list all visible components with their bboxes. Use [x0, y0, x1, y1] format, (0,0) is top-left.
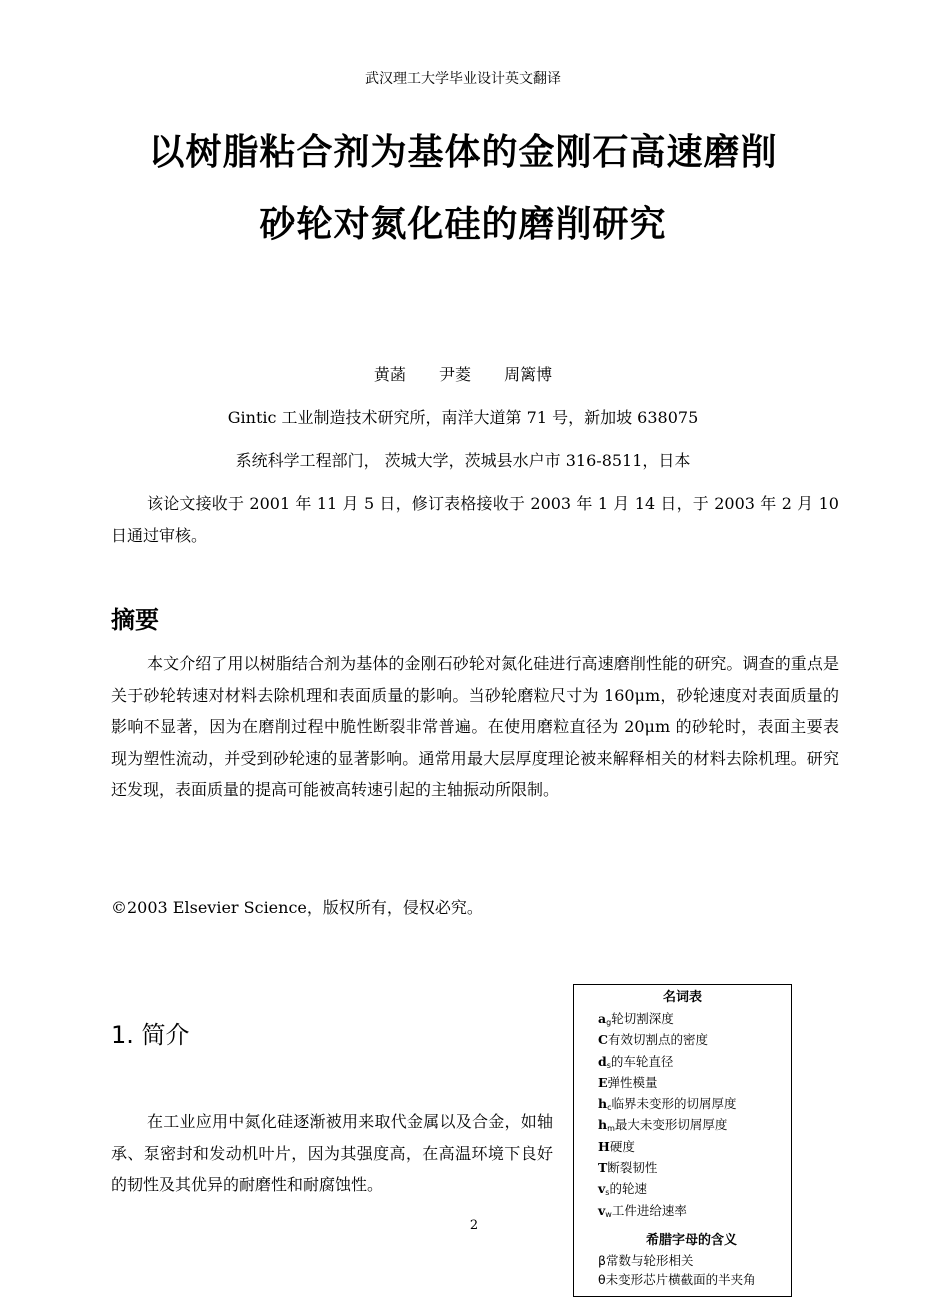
received-dates: 该论文接收于 2001 年 11 月 5 日，修订表格接收于 2003 年 1 月 14 日，于 2003 年 2 月 10 日通过审核。 [111, 494, 839, 545]
intro-heading: 1. 简介 [111, 1021, 190, 1049]
nomenclature-item: vs的轮速 [598, 1181, 647, 1198]
affiliation-2: 系统科学工程部门， 茨城大学，茨城县水户市 316-8511，日本 [235, 451, 691, 470]
nomenclature-item: H硬度 [598, 1138, 635, 1154]
copyright-notice: ©2003 Elsevier Science，版权所有，侵权必究。 [111, 898, 483, 917]
nomenclature-item: T断裂韧性 [598, 1160, 658, 1176]
affiliation-1: Gintic 工业制造技术研究所，南洋大道第 71 号，新加坡 638075 [227, 408, 699, 427]
greek-item: β常数与轮形相关 [598, 1252, 694, 1268]
greek-letters-title: 希腊字母的含义 [645, 1232, 737, 1248]
nomenclature-box [573, 984, 792, 1297]
author-1: 黄菡 [373, 365, 406, 384]
nomenclature-item: hc临界未变形的切屑厚度 [598, 1096, 737, 1113]
greek-item: θ未变形芯片横截面的半夹角 [598, 1271, 756, 1287]
author-3: 周篱博 [504, 365, 553, 384]
author-2: 尹菱 [438, 365, 471, 384]
intro-text: 在工业应用中氮化硅逐渐被用来取代金属以及合金，如轴承、泵密封和发动机叶片，因为其强度高，在高温环境下良好的韧性及其优异的耐磨性和耐腐蚀性。 [111, 1112, 553, 1194]
nomenclature-item: hm最大未变形切屑厚度 [598, 1117, 728, 1134]
nomenclature-item: ds的车轮直径 [598, 1053, 674, 1070]
abstract-heading: 摘要 [111, 606, 159, 634]
nomenclature-item: vw工件进给速率 [598, 1202, 687, 1219]
running-header: 武汉理工大学毕业设计英文翻译 [365, 71, 561, 87]
page-number: 2 [469, 1218, 479, 1233]
abstract-text: 本文介绍了用以树脂结合剂为基体的金刚石砂轮对氮化硅进行高速磨削性能的研究。调查的重点是关于砂轮转速对材料去除机理和表面质量的影响。当砂轮磨粒尺寸为 160μm，砂轮速度对表面质量的影响不显著，因为在磨削过程中脆性断裂非常普遍。在使用磨粒直径为 20μm 的砂轮时，表面主要表现为塑性流动，并受到砂轮速的显著影响。通常用最大层厚度理论被来解释相关的材料去除机理。研究还发现，表面质量的提高可能被高转速引起的主轴振动所限制。 [111, 654, 839, 799]
title-line-2: 砂轮对氮化硅的磨削研究 [259, 204, 667, 245]
nomenclature-item: E弹性模量 [598, 1074, 658, 1090]
nomenclature-item: C有效切割点的密度 [598, 1032, 708, 1048]
author-list [0, 362, 926, 385]
nomenclature-title: 名词表 [662, 990, 702, 1005]
nomenclature-item: ag轮切割深度 [598, 1011, 674, 1027]
title-line-1: 以树脂粘合剂为基体的金刚石高速磨削 [148, 132, 778, 173]
